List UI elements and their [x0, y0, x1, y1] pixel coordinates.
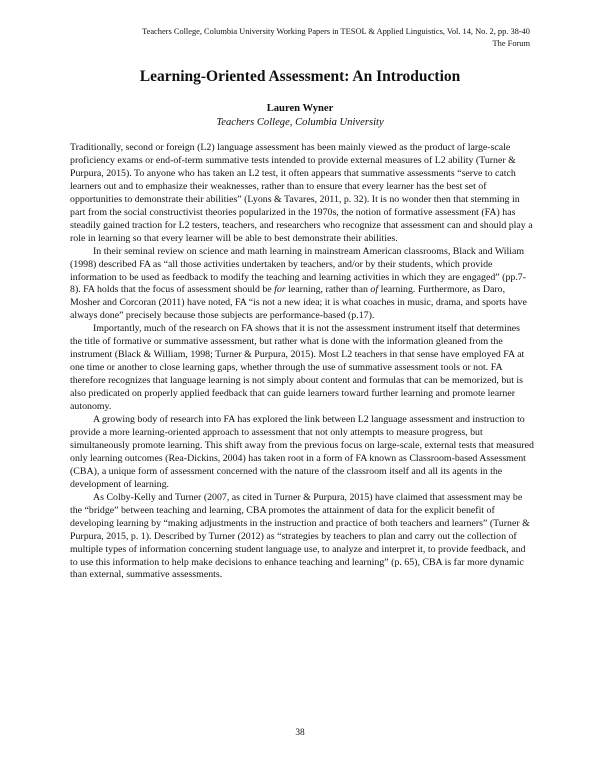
paragraph-text: Importantly, much of the research on FA shows that it is not the assessment instrument itself that determines the title of formative or summative assessment, but rather what is done with the information gleaned from the instrument (Black & William, 1998; Turner & Purpura, 2015). Most L2 teachers in that sense have employed FA at one time or another to close learning gaps, whether through the use of summative assessment tools or not. FA therefore recognizes that language learning is not simply about content and formulas that can be memorized, but is also predicated on properly applied feedback that can guide learners toward further learning and promote learner autonomy. [70, 323, 525, 413]
paragraph-text: As Colby-Kelly and Turner (2007, as cited in Turner & Purpura, 2015) have claimed that assessment may be the “bridge” between teaching and learning, CBA promotes the attainment of data for the explicit benefit of developing learning by “making adjustments in the instruction and practice of both teachers and learners” (Turner & Purpura, 2015, p. 1). Described by Turner (2012) as “strategies by teachers to plan and carry out the collection of multiple types of information concerning student language use, to analyze and interpret it, to provide feedback, and to use this information to help make decisions to enhance teaching and learning” (p. 65), CBA is far more dynamic than external, summative assessments. [70, 491, 530, 581]
page-number: 38 [295, 728, 305, 738]
body-paragraph [70, 323, 534, 414]
body-paragraph [70, 414, 534, 492]
journal-citation: Teachers College, Columbia University Working Papers in TESOL & Applied Linguistics, Vol. 14, No. 2, pp. 38-40 [142, 27, 530, 36]
paragraph-text: A growing body of research into FA has explored the link between L2 language assessment and instruction to provide a more learning-oriented approach to assessment that not only attempts to measure progress, but simultaneously promote learning. This shift away from the previous focus on large-scale, external tests that measured only learning outcomes (Rea-Dickins, 2004) has taken root in a form of FA known as Classroom-based Assessment (CBA), a unique form of assessment concerned with the nature of the classroom itself and all its agents in the development of learning. [70, 414, 534, 490]
body-paragraph [70, 492, 534, 583]
author-affiliation: Teachers College, Columbia University [216, 117, 384, 128]
article-body [70, 142, 534, 582]
body-paragraph [70, 246, 534, 324]
paragraph-text: In their seminal review on science and math learning in mainstream American classrooms, Black and Wiliam (1998) described FA as “all those activities undertaken by teachers, and/or by their students, which provide information to be used as feedback to modify the teaching and learning activities in which they are engaged” (pp.7-8). FA holds that the focus of assessment should be [70, 245, 527, 296]
paragraph-text: learning, rather than [285, 284, 371, 296]
emphasis-text: for [274, 284, 286, 296]
running-head [60, 26, 530, 50]
body-paragraph [70, 142, 534, 246]
author-name: Lauren Wyner [266, 103, 334, 114]
paragraph-text: learning. Furthermore, as Daro, Mosher and Corcoran (2011) have noted, FA “is not a new idea; it is what coaches in music, drama, and sports have always done” precisely because those subjects are performance-based (p.17). [70, 284, 527, 322]
paragraph-text: Traditionally, second or foreign (L2) language assessment has been mainly viewed as the product of large-scale proficiency exams or end-of-term summative tests intended to provide external measures of L2 ability (Turner & Purpura, 2015). To anyone who has taken an L2 test, it often appears that summative assessments “serve to catch learners out and to emphasize their weaknesses, rather than to ensure that every learner has the best set of opportunities to demonstrate their abilities” (Lyons & Tavares, 2011, p. 32). It is no wonder then that stemming in part from the social constructivist theories popularized in the 1970s, the notion of formative assessment (FA) has steadily gained traction for L2 testers, teachers, and researchers who recognize that assessment can and should play a role in learning so that every learner will be able to best demonstrate their abilities. [70, 142, 533, 244]
section-label: The Forum [492, 39, 530, 48]
article-title: Learning-Oriented Assessment: An Introduction [139, 68, 461, 85]
emphasis-text: of [370, 284, 379, 296]
